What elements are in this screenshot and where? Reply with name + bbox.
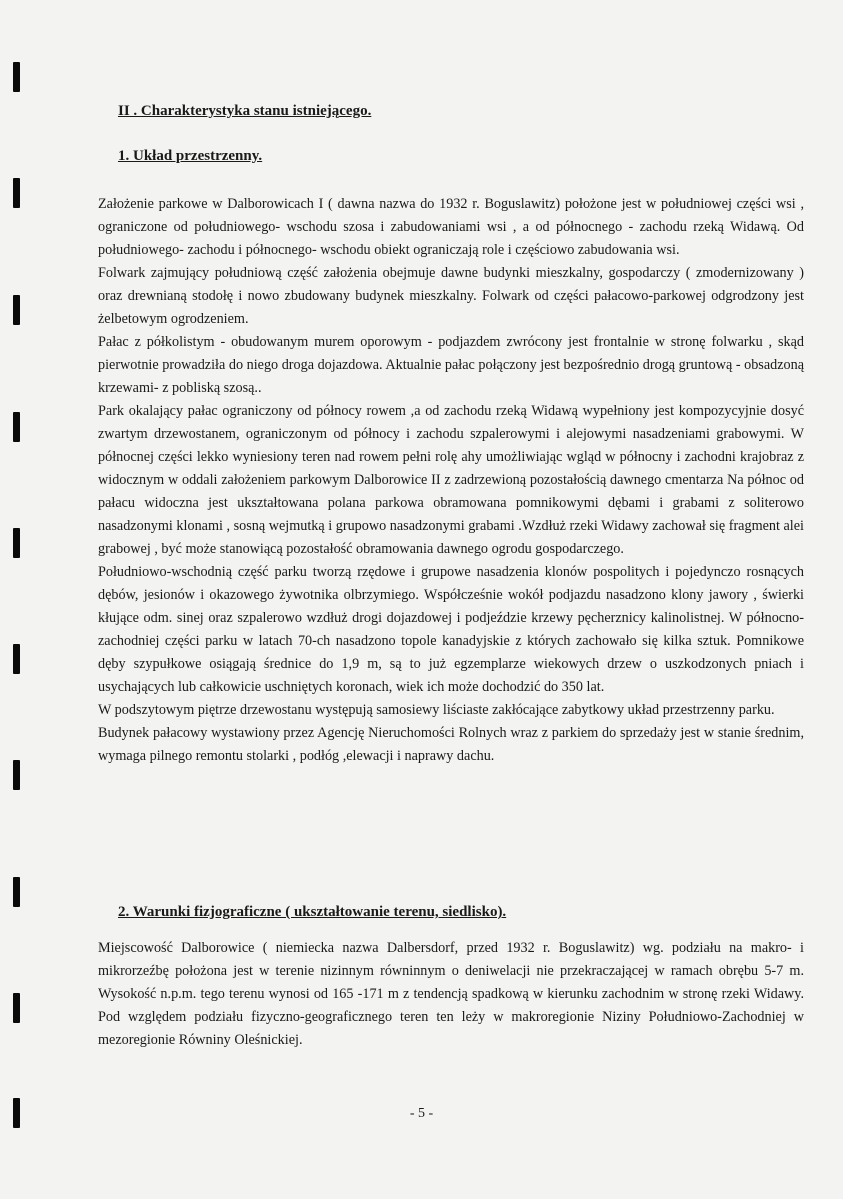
scan-edge-mark [13,644,20,674]
paragraph: Miejscowość Dalborowice ( niemiecka nazwa Dalbersdorf, przed 1932 r. Boguslawitz) wg. podziału na makro- i mikrorzeźbę położona jest w terenie nizinnym równinnym o deniwelacji nie przekraczającej w ramach obrębu 5-7 m. Wysokość n.p.m. tego terenu wynosi od 165 -171 m z tendencją spadkową w kierunku zachodnim w stronę rzeki Widawy. Pod względem podziału fizyczno-geograficznego teren ten leży w makroregionie Niziny Południowo-Zachodniej w mezoregionie Równiny Oleśnickiej. [98,940,804,1048]
paragraph: Południowo-wschodnią część parku tworzą rzędowe i grupowe nasadzenia klonów pospolitych i pojedynczo rosnących dębów, jesionów i okazowego żywotnika olbrzymiego. Współcześnie wokół podjazdu nasadzono klony jawory , świerki kłujące odm. sinej oraz szpalerowo wzdłuż drogi dojazdowej i podjeździe krzewy pęcherznicy kalinolistnej. W północno-zachodniej części parku w latach 70-ch nasadzono topole kanadyjskie z których zachowało się kilka sztuk. Pomnikowe dęby szypułkowe osiągają średnice do 1,9 m, są to już egzemplarze wiekowych drzew o uszkodzonych pniach i usychających lub całkowicie uschniętych koronach, wiek ich może dochodzić do 350 lat. [98,564,804,695]
scan-edge-mark [13,528,20,558]
scan-edge-mark [13,412,20,442]
subsection-body [98,937,804,1052]
scan-edge-mark [13,178,20,208]
scan-edge-mark [13,760,20,790]
scan-edge-mark [13,993,20,1023]
section-title: II . Charakterystyka stanu istniejącego. [118,103,372,119]
paragraph: W podszytowym piętrze drzewostanu występują samosiewy liściaste zakłócające zabytkowy układ przestrzenny parku. [98,702,775,718]
page-number: - 5 - [409,1106,434,1121]
subsection-title: 1. Układ przestrzenny. [118,148,263,164]
subsection-body [98,193,804,768]
scan-edge-mark [13,295,20,325]
subsection-title: 2. Warunki fizjograficzne ( ukształtowanie terenu, siedlisko). [118,904,507,920]
scan-edge-mark [13,62,20,92]
paragraph: Budynek pałacowy wystawiony przez Agencję Nieruchomości Rolnych wraz z parkiem do sprzedaży jest w stanie średnim, wymaga pilnego remontu stolarki , podłóg ,elewacji i naprawy dachu. [98,725,804,764]
paragraph: Park okalający pałac ograniczony od północy rowem ,a od zachodu rzeką Widawą wypełniony jest kompozycyjnie dosyć zwartym drzewostanem, ograniczonym od północy i zachodu szpalerowymi i alejowymi nasadzeniami grabowymi. W północnej części lekko wyniesiony teren nad rowem pełni rolę ahy umożliwiając wgląd w północny i zachodni krajobraz z widocznym w oddali założeniem parkowym Dalborowice II z zadrzewioną pozostałością dawnego cmentarza Na północ od pałacu widoczna jest ukształtowana polana parkowa obramowana pomnikowymi dębami i grabami z soliterowo nasadzonymi klonami , sosną wejmutką i grupowo nasadzonymi grabami .Wzdłuż rzeki Widawy zachował się fragment alei grabowej , być może stanowiącą pozostałość obramowania dawnego ogrodu gospodarczego. [98,403,804,557]
paragraph: Pałac z półkolistym - obudowanym murem oporowym - podjazdem zwrócony jest frontalnie w stronę folwarku , skąd pierwotnie prowadziła do niego droga dojazdowa. Aktualnie pałac połączony jest bezpośrednio drogą gruntową - obsadzoną krzewami- z pobliską szosą.. [98,334,804,396]
scan-edge-mark [13,877,20,907]
paragraph: Założenie parkowe w Dalborowicach I ( dawna nazwa do 1932 r. Boguslawitz) położone jest w południowej części wsi , ograniczone od południowego- wschodu szosa i zabudowaniami wsi , a od północnego - zachodu rzeką Widawą. Od południowego- zachodu i północnego- wschodu obiekt ograniczają role i częściowo zabudowania wsi. [98,196,804,258]
paragraph: Folwark zajmujący południową część założenia obejmuje dawne budynki mieszkalny, gospodarczy ( zmodernizowany ) oraz drewnianą stodołę i nowo zbudowany budynek mieszkalny. Folwark od części pałacowo-parkowej odgrodzony jest żelbetowym ogrodzeniem. [98,265,804,327]
